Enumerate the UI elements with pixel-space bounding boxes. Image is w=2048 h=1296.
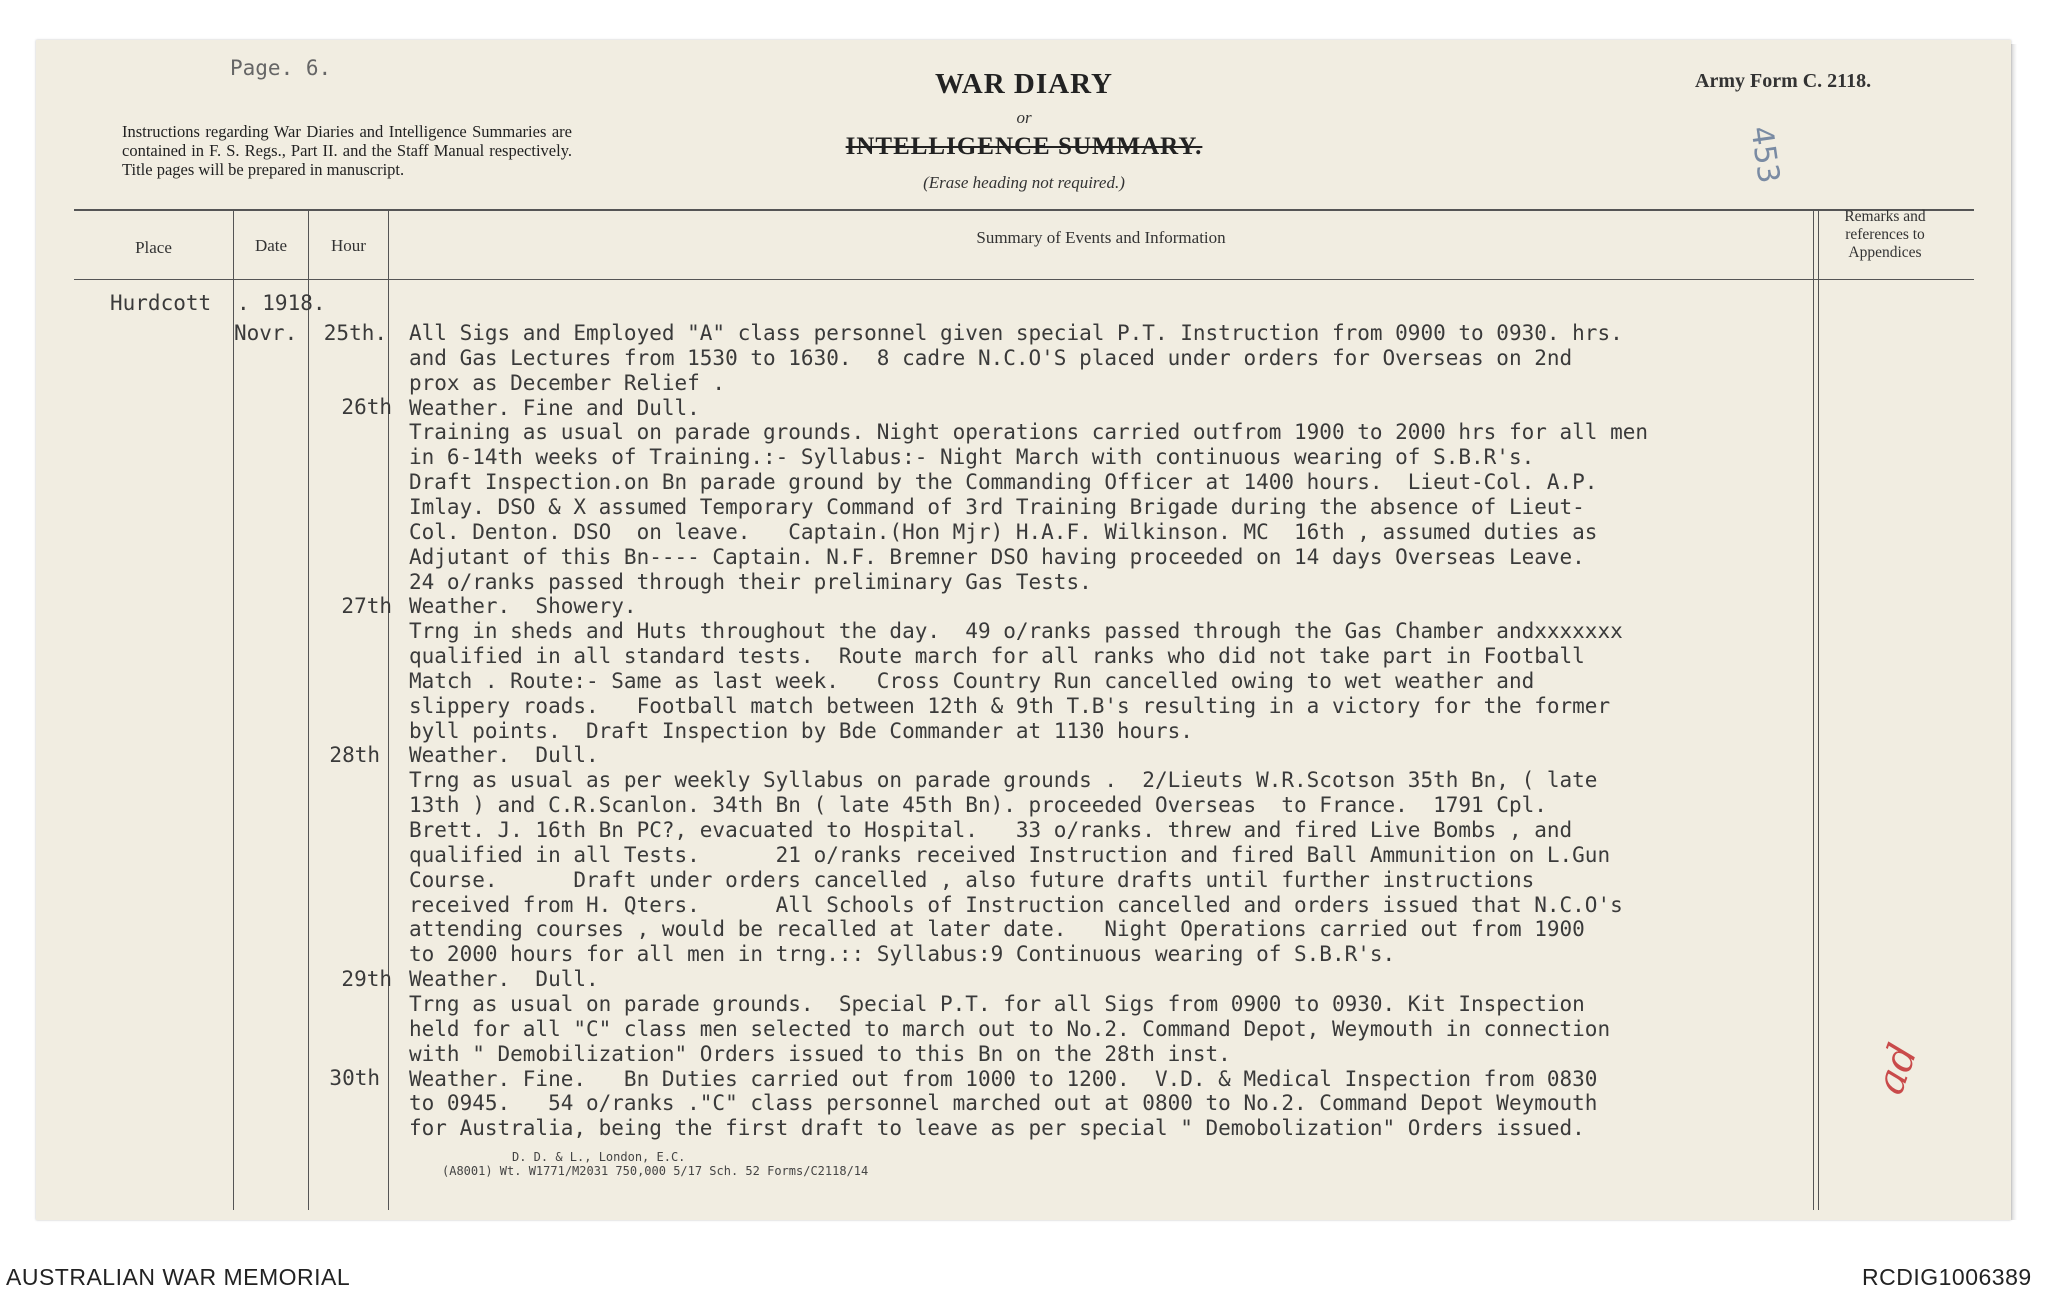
summary-line: to 2000 hours for all men in trng.:: Syllabus:9 Continuous wearing of S.B.R's.	[409, 942, 1396, 967]
column-header-date: Date	[254, 236, 288, 255]
col-divider-summary-2	[1818, 210, 1819, 1210]
entry-day: 26th	[341, 395, 392, 419]
summary-line: Trng as usual as per weekly Syllabus on parade grounds . 2/Lieuts W.R.Scotson 35th Bn, ( late	[409, 768, 1598, 793]
summary-line: received from H. Qters. All Schools of Instruction cancelled and orders issued that N.C.O's	[409, 892, 1623, 917]
entry-day: 30th	[329, 1066, 380, 1090]
summary-line: Weather. Dull.	[409, 743, 599, 768]
summary-line: Trng in sheds and Huts throughout the day. 49 o/ranks passed through the Gas Chamber andxxxxxxx	[409, 619, 1623, 644]
summary-line: prox as December Relief .	[409, 370, 726, 395]
printer-imprint	[442, 1150, 868, 1178]
entry-day: 29th	[341, 967, 392, 991]
archive-record-id: RCDIG1006389	[1862, 1264, 2032, 1290]
instructions-note: Instructions regarding War Diaries and Intelligence Summaries are contained in F. S. Regs., Part II. and the Staff Manual respectively. Title pages will be prepared in manuscript.	[122, 122, 572, 179]
summary-line: Weather. Showery.	[409, 594, 637, 619]
sheet-shadow	[2011, 44, 2017, 1220]
column-header-place: Place	[135, 238, 172, 257]
summary-line: Adjutant of this Bn---- Captain. N.F. Bremner DSO having proceeded on 14 days Overseas Leave.	[409, 544, 1585, 569]
summary-line: to 0945. 54 o/ranks ."C" class personnel marched out at 0800 to No.2. Command Depot Weymouth	[409, 1091, 1598, 1116]
summary-line: with " Demobilization" Orders issued to this Bn on the 28th inst.	[409, 1041, 1231, 1066]
printer-imprint-line: D. D. & L., London, E.C.	[512, 1150, 686, 1164]
summary-line: and Gas Lectures from 1530 to 1630. 8 cadre N.C.O'S placed under orders for Overseas on 2nd	[409, 345, 1573, 370]
page-number: Page. 6.	[230, 56, 332, 80]
summary-line: Match . Route:- Same as last week. Cross Country Run cancelled owing to wet weather and	[409, 668, 1535, 693]
entry-month: Novr.	[234, 321, 298, 345]
summary-line: qualified in all standard tests. Route march for all ranks who did not take part in Football	[409, 644, 1585, 669]
summary-line: Trng as usual on parade grounds. Special P.T. for all Sigs from 0900 to 0930. Kit Inspection	[409, 991, 1585, 1016]
handwritten-initials: ad	[1866, 1037, 1927, 1101]
entry-day: 27th	[341, 594, 392, 618]
summary-line: Course. Draft under orders cancelled , also future drafts until further instructions	[409, 867, 1535, 892]
army-form-number: Army Form C. 2118.	[1695, 70, 1872, 92]
column-header-hour: Hour	[331, 236, 366, 255]
entry-year: . 1918.	[237, 291, 326, 315]
summary-line: Weather. Fine and Dull.	[409, 395, 700, 420]
printer-imprint-line: (A8001) Wt. W1771/M2031 750,000 5/17 Sch. 52 Forms/C2118/14	[442, 1164, 869, 1178]
summary-line: All Sigs and Employed "A" class personnel given special P.T. Instruction from 0900 to 0930. hrs.	[409, 321, 1623, 345]
header-bottom-rule	[74, 279, 1974, 280]
summary-line: slippery roads. Football match between 12th & 9th T.B's resulting in a victory for the former	[409, 693, 1611, 718]
handwritten-folio-number: 453	[1743, 124, 1786, 186]
table-top-rule	[74, 209, 1974, 211]
summary-line: Draft Inspection.on Bn parade ground by the Commanding Officer at 1400 hours. Lieut-Col. A.P.	[409, 470, 1598, 495]
summary-line: Weather. Fine. Bn Duties carried out from 1000 to 1200. V.D. & Medical Inspection from 0830	[409, 1066, 1598, 1091]
form-title-or: or	[1016, 108, 1032, 127]
summary-line: 24 o/ranks passed through their preliminary Gas Tests.	[409, 569, 1092, 594]
summary-line: qualified in all Tests. 21 o/ranks received Instruction and fired Ball Ammunition on L.Gun	[409, 842, 1611, 867]
summary-line: byll points. Draft Inspection by Bde Commander at 1130 hours.	[409, 718, 1193, 743]
column-header-remarks: Remarks and references to Appendices	[1844, 208, 1926, 261]
summary-line: Weather. Dull.	[409, 967, 599, 992]
summary-line: attending courses , would be recalled at later date. Night Operations carried out from 1900	[409, 917, 1585, 942]
summary-line: 13th ) and C.R.Scanlon. 34th Bn ( late 45th Bn). proceeded Overseas to France. 1791 Cpl.	[409, 793, 1547, 818]
erase-note: (Erase heading not required.)	[923, 173, 1125, 192]
entry-day: 28th	[329, 743, 380, 767]
col-divider-hour	[388, 210, 389, 1210]
summary-line: Training as usual on parade grounds. Night operations carried outfrom 1900 to 2000 hrs for all men	[409, 420, 1649, 445]
summary-line: Brett. J. 16th Bn PC?, evacuated to Hospital. 33 o/ranks. threw and fired Live Bombs , and	[409, 818, 1573, 842]
form-subtitle: INTELLIGENCE SUMMARY.	[845, 133, 1203, 160]
column-header-summary: Summary of Events and Information	[976, 228, 1226, 247]
entry-place: Hurdcott	[110, 291, 212, 315]
col-divider-date	[308, 210, 309, 1210]
summary-line: for Australia, being the first draft to leave as per special " Demobolization" Orders issued.	[409, 1116, 1585, 1141]
summary-line: Imlay. DSO & X assumed Temporary Command of 3rd Training Brigade during the absence of Lieut-	[409, 494, 1585, 519]
summary-line: Col. Denton. DSO on leave. Captain.(Hon Mjr) H.A.F. Wilkinson. MC 16th , assumed duties as	[409, 519, 1598, 544]
form-title: WAR DIARY	[935, 68, 1113, 100]
entry-day: 25th.	[323, 321, 387, 345]
archive-institution: AUSTRALIAN WAR MEMORIAL	[6, 1264, 351, 1290]
summary-line: held for all "C" class men selected to march out to No.2. Command Depot, Weymouth in connection	[409, 1016, 1611, 1041]
col-divider-summary	[1813, 210, 1814, 1210]
col-divider-place	[233, 210, 234, 1210]
summary-line: in 6-14th weeks of Training.:- Syllabus:- Night March with continuous wearing of S.B.R's.	[409, 445, 1535, 470]
